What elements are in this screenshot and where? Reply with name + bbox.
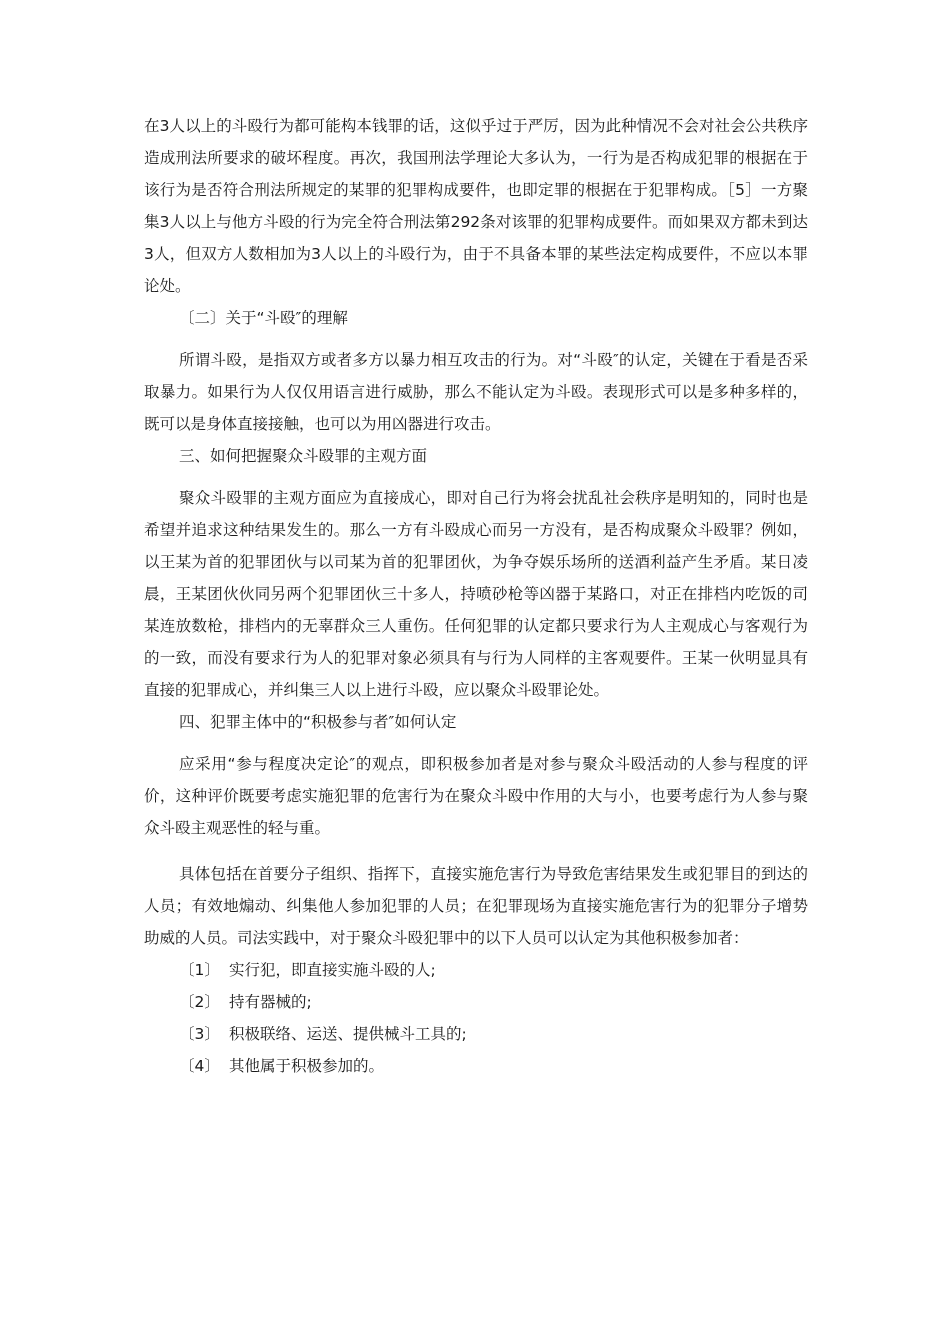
section-heading-dou-ou: 〔二〕关于“斗殴″的理解 (179, 309, 348, 327)
participant-list (144, 954, 808, 1082)
document-page (144, 110, 808, 1082)
list-item-number: 〔2〕 (179, 993, 220, 1011)
list-item (144, 986, 808, 1018)
list-item-text: 实行犯，即直接实施斗殴的人; (229, 961, 436, 979)
paragraph-dou-ou-definition: 所谓斗殴，是指双方或者多方以暴力相互攻击的行为。对“斗殴″的认定，关键在于看是否采取暴力。如果行为人仅仅用语言进行威胁，那么不能认定为斗殴。表现形式可以是多种多样的，既可以是身体直接接触，也可以为用凶器进行攻击。 (144, 351, 808, 433)
list-item-text: 积极联络、运送、提供械斗工具的; (229, 1025, 467, 1043)
paragraph-continuation: 在3人以上的斗殴行为都可能构本钱罪的话，这似乎过于严厉，因为此种情况不会对社会公共秩序造成刑法所要求的破坏程度。再次，我国刑法学理论大多认为，一行为是否构成犯罪的根据在于该行为是否符合刑法所规定的某罪的犯罪构成要件，也即定罪的根据在于犯罪构成。［5］一方聚集3人以上与他方斗殴的行为完全符合刑法第292条对该罪的犯罪构成要件。而如果双方都未到达3人，但双方人数相加为3人以上的斗殴行为，由于不具备本罪的某些法定构成要件，不应以本罪论处。 (144, 117, 808, 295)
section-heading-active-participant: 四、犯罪主体中的“积极参与者″如何认定 (179, 713, 457, 731)
list-item-number: 〔1〕 (179, 961, 220, 979)
paragraph-specific-scope: 具体包括在首要分子组织、指挥下，直接实施危害行为导致危害结果发生或犯罪目的到达的人员；有效地煽动、纠集他人参加犯罪的人员；在犯罪现场为直接实施危害行为的犯罪分子增势助威的人员。司法实践中，对于聚众斗殴犯罪中的以下人员可以认定为其他积极参加者： (144, 865, 808, 947)
list-item (144, 954, 808, 986)
paragraph-subjective-aspect: 聚众斗殴罪的主观方面应为直接成心，即对自己行为将会扰乱社会秩序是明知的，同时也是希望并追求这种结果发生的。那么一方有斗殴成心而另一方没有，是否构成聚众斗殴罪？例如，以王某为首的犯罪团伙与以司某为首的犯罪团伙，为争夺娱乐场所的送酒利益产生矛盾。某日凌晨，王某团伙伙同另两个犯罪团伙三十多人，持喷砂枪等凶器于某路口，对正在排档内吃饭的司某连放数枪，排档内的无辜群众三人重伤。任何犯罪的认定都只要求行为人主观成心与客观行为的一致，而没有要求行为人的犯罪对象必须具有与行为人同样的主客观要件。王某一伙明显具有直接的犯罪成心，并纠集三人以上进行斗殴，应以聚众斗殴罪论处。 (144, 489, 808, 699)
list-item (144, 1018, 808, 1050)
list-item-number: 〔3〕 (179, 1025, 220, 1043)
section-heading-subjective: 三、如何把握聚众斗殴罪的主观方面 (179, 447, 428, 465)
list-item (144, 1050, 808, 1082)
list-item-text: 持有器械的; (229, 993, 312, 1011)
list-item-text: 其他属于积极参加的。 (229, 1057, 385, 1075)
paragraph-participation-theory: 应采用“参与程度决定论″的观点，即积极参加者是对参与聚众斗殴活动的人参与程度的评价，这种评价既要考虑实施犯罪的危害行为在聚众斗殴中作用的大与小，也要考虑行为人参与聚众斗殴主观恶性的轻与重。 (144, 755, 808, 837)
list-item-number: 〔4〕 (179, 1057, 220, 1075)
